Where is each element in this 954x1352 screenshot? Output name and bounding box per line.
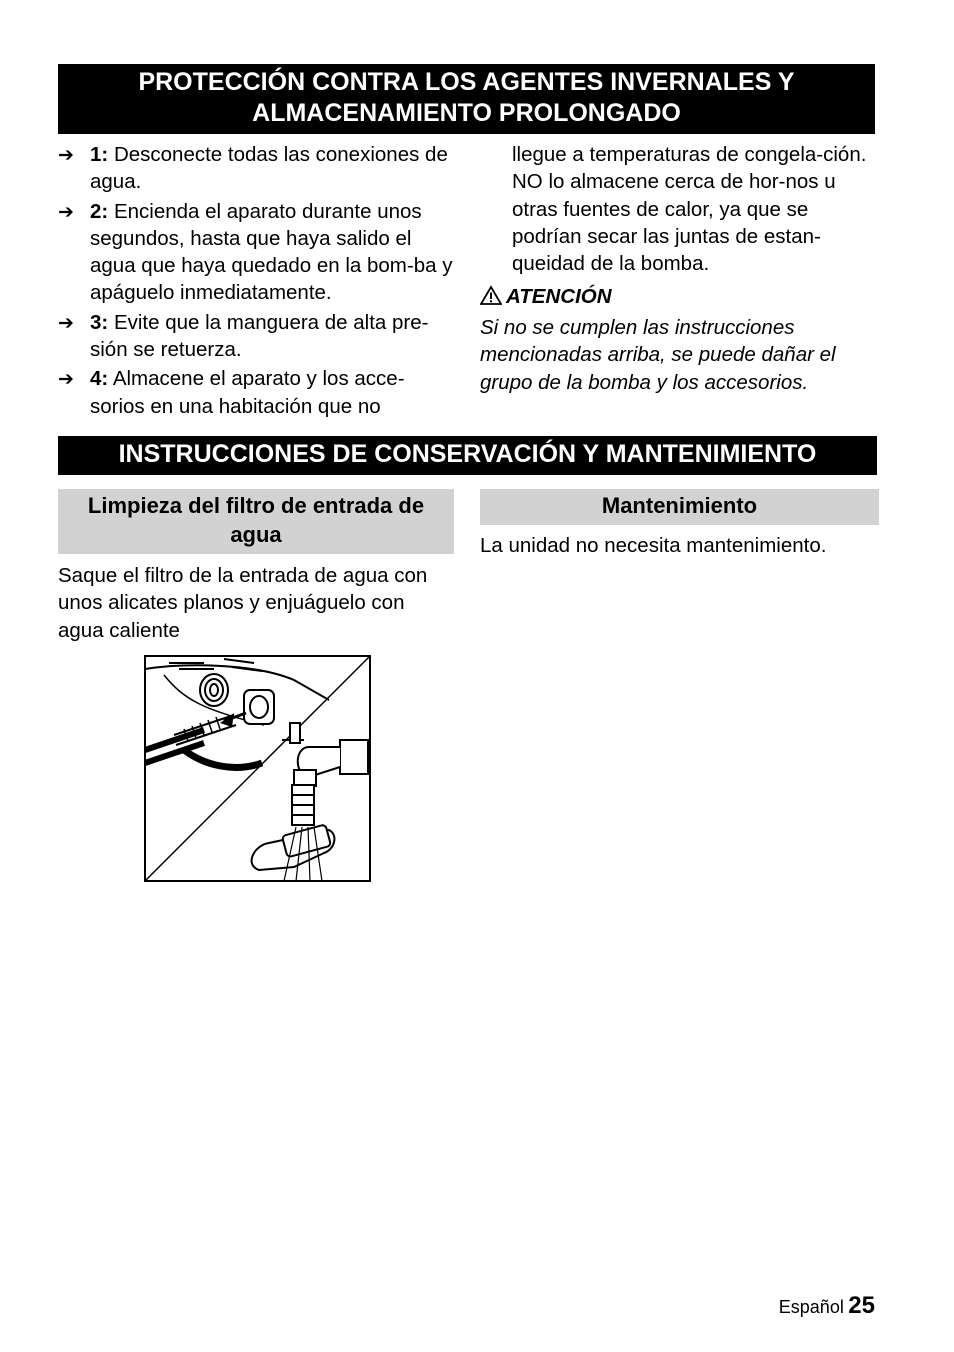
steps-list [58,141,458,420]
warning-triangle-icon [480,285,502,305]
step-label: 4: [90,367,109,391]
arrow-right-icon: ➔ [58,201,74,223]
step-text: Almacene el aparato y los acce-sorios en una habitación que no [90,367,405,418]
subheading-filter-cleaning [58,489,454,554]
warning-title: ATENCIÓN [506,285,612,308]
step-item [58,365,458,420]
section-title-text: INSTRUCCIONES DE CONSERVACIÓN Y MANTENIMIENTO [118,440,817,468]
step-text: Evite que la manguera de alta pre-sión se retuerza. [90,310,429,362]
filter-removal-illustration [144,655,371,882]
arrow-right-icon: ➔ [58,369,74,391]
arrow-right-icon: ➔ [58,312,74,334]
step-label: 2: [90,199,109,223]
footer-language: Español [778,1297,844,1317]
section-title-maintenance [58,436,877,475]
section-title-winter-protection [58,64,875,134]
step-text: Desconecte todas las conexiones de agua. [90,143,448,194]
section-title-line-1: PROTECCIÓN CONTRA LOS AGENTES INVERNALES Y [138,68,795,96]
subheading-line-2: agua [230,522,282,547]
arrow-right-icon: ➔ [58,145,74,166]
subheading-text: Mantenimiento [601,493,758,518]
warning-heading [480,284,880,310]
section-title-line-2: ALMACENAMIENTO PROLONGADO [252,99,681,127]
step-continuation-text: llegue a temperaturas de congela-ción. NO lo almacene cerca de hor-nos u otras fuentes de calor, ya que se podrían secar las juntas de estan-queidad de la bomba. [512,143,867,276]
maintenance-text: La unidad no necesita mantenimiento. [480,534,827,557]
page-number: 25 [848,1292,875,1319]
step-label: 1: [90,143,109,166]
warning-text: Si no se cumplen las instrucciones mencionadas arriba, se puede dañar el grupo de la bomba y los accesorios. [480,316,836,394]
subheading-maintenance [480,489,879,525]
step-label: 3: [90,310,109,334]
filter-cleaning-text: Saque el filtro de la entrada de agua con unos alicates planos y enjuáguelo con agua caliente [58,564,428,642]
step-item [58,309,458,364]
page-footer [779,1292,875,1320]
step-text: Encienda el aparato durante unos segundos, hasta que haya salido el agua que haya quedado en la bom-ba y apáguelo inmediatamente. [90,199,453,305]
subheading-line-1: Limpieza del filtro de entrada de [87,493,425,518]
step-item [58,141,458,196]
step-item [58,198,458,307]
